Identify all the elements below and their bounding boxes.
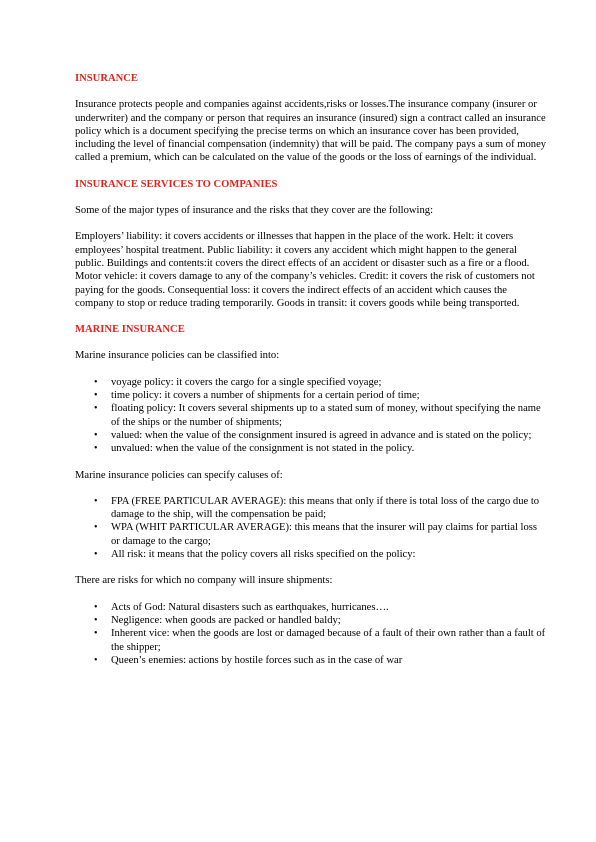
bullet-icon: •	[94, 549, 98, 561]
clauses-list	[75, 495, 547, 561]
list-item	[94, 521, 547, 548]
bullet-icon: •	[94, 628, 98, 640]
bullet-icon: •	[94, 601, 98, 613]
bullet-icon: •	[94, 429, 98, 441]
uninsurable-risks-list	[75, 601, 547, 667]
bullet-icon: •	[94, 495, 98, 507]
marine-intro-classified: Marine insurance policies can be classified into:	[75, 350, 280, 362]
bullet-icon: •	[94, 403, 98, 415]
list-item-text: Acts of God: Natural disasters such as earthquakes, hurricanes….	[111, 601, 389, 613]
list-item	[94, 495, 547, 522]
marine-intro-clauses: Marine insurance policies can specify caluses of:	[75, 469, 283, 481]
list-item	[94, 429, 547, 442]
list-item	[94, 442, 547, 455]
services-types-paragraph: Employers’ liability: it covers accidents or illnesses that happen in the place of the work. Helt: it covers employees’ hospital treatment. Public liability: it covers any accident which might happen to the general public. Buildings and contents:it covers the direct effects of an accident or disaster such as a fire or a flood. Motor vehicle: it covers damage to any of the company’s vehicles. Credit: it covers the risk of customers not paying for the goods. Consequential loss: it covers the indirect effects of an accident which causes the company to stop or reduce trading temporarily. Goods in transit: it covers goods while being transported.	[75, 231, 535, 309]
list-item-text: Negligence: when goods are packed or handled baldy;	[111, 614, 341, 626]
list-item	[94, 376, 547, 389]
bullet-icon: •	[94, 654, 98, 666]
bullet-icon: •	[94, 443, 98, 455]
bullet-icon: •	[94, 614, 98, 626]
bullet-icon: •	[94, 390, 98, 402]
bullet-icon: •	[94, 522, 98, 534]
list-item	[94, 389, 547, 402]
list-item-text: valued: when the value of the consignment insured is agreed in advance and is stated on the policy;	[111, 429, 532, 441]
list-item	[94, 548, 547, 561]
document-page	[75, 72, 547, 680]
list-item-text: FPA (FREE PARTICULAR AVERAGE): this means that only if there is total loss of the cargo due to damage to the ship, will the compensation be paid;	[111, 495, 540, 521]
list-item-text: time policy: it covers a number of shipments for a certain period of time;	[111, 390, 420, 402]
list-item	[94, 627, 547, 654]
list-item-text: WPA (WHIT PARTICULAR AVERAGE): this means that the insurer will pay claims for partial loss or damage to the cargo;	[111, 522, 538, 547]
bullet-icon: •	[94, 376, 98, 388]
list-item	[94, 601, 547, 614]
insurance-paragraph: Insurance protects people and companies against accidents,risks or losses.The insurance company (insurer or underwriter) and the company or person that requires an insurance (insured) sign a contract called an insurance policy which is a document specifying the precise terms on which an insurance cover has been provided, including the level of financial compensation (indemnity) that will be paid. The company pays a sum of money called a premium, which can be calculated on the value of the goods or the loss of earnings of the individual.	[75, 99, 547, 164]
section-heading-insurance: INSURANCE	[75, 73, 138, 84]
list-item	[94, 654, 547, 667]
section-heading-marine: MARINE INSURANCE	[75, 324, 185, 336]
list-item-text: voyage policy: it covers the cargo for a single specified voyage;	[111, 376, 382, 388]
list-item-text: All risk: it means that the policy covers all risks specified on the policy:	[111, 549, 416, 561]
list-item	[94, 402, 547, 429]
marine-intro-uninsurable: There are risks for which no company will insure shipments:	[75, 575, 333, 587]
section-heading-services: INSURANCE SERVICES TO COMPANIES	[75, 178, 278, 190]
list-item-text: floating policy: It covers several shipments up to a stated sum of money, without specifying the name of the ships or the number of shipments;	[111, 403, 541, 428]
list-item	[94, 614, 547, 627]
list-item-text: unvalued: when the value of the consignment is not stated in the policy.	[111, 443, 415, 455]
services-intro-paragraph: Some of the major types of insurance and the risks that they cover are the following:	[75, 205, 434, 217]
list-item-text: Inherent vice: when the goods are lost or damaged because of a fault of their own rather than a fault of the shipper;	[111, 628, 546, 653]
policy-types-list	[75, 376, 547, 456]
list-item-text: Queen’s enemies: actions by hostile forces such as in the case of war	[111, 654, 403, 666]
